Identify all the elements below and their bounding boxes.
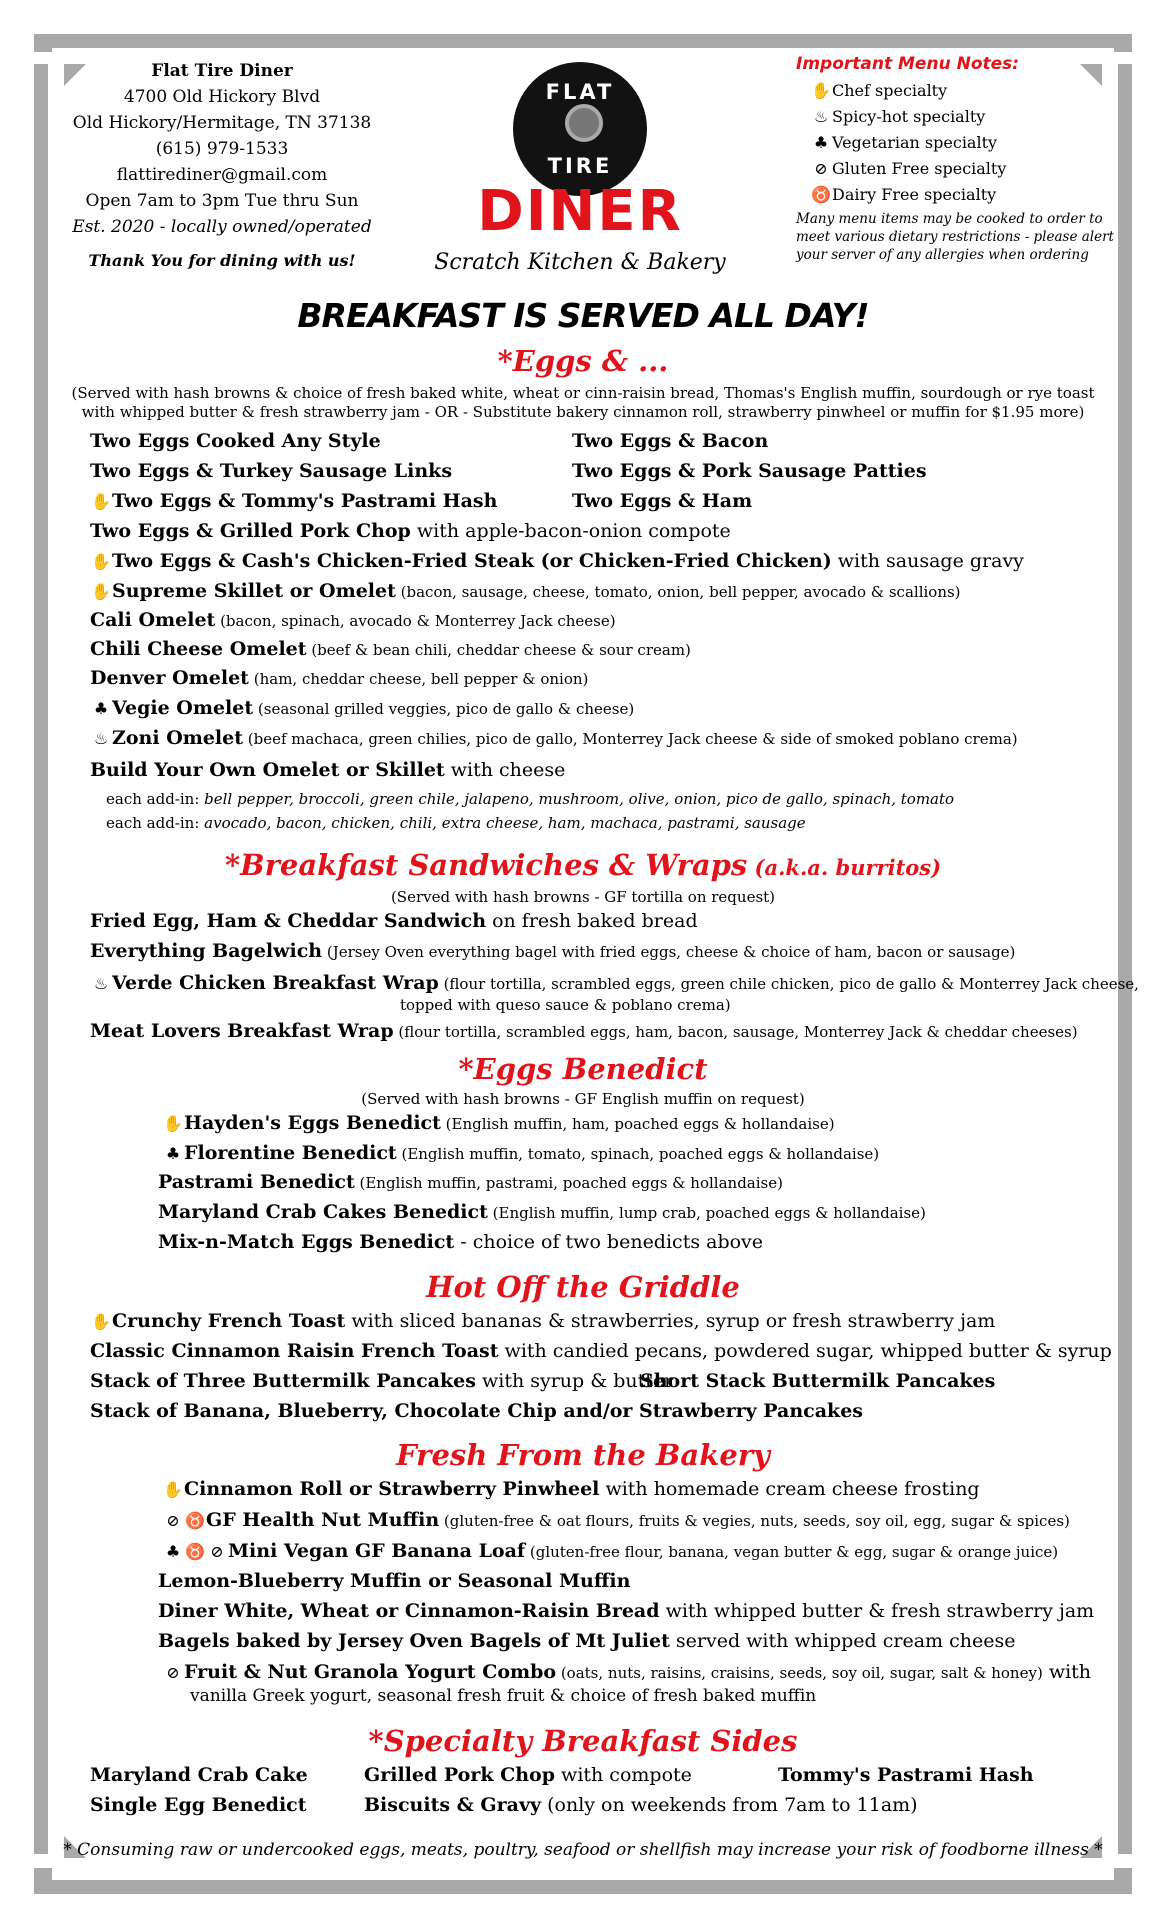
item-name: Everything Bagelwich bbox=[90, 940, 323, 962]
item-desc: with homemade cream cheese frosting bbox=[599, 1478, 980, 1500]
item-desc: with candied pecans, powdered sugar, whipped butter & syrup bbox=[498, 1340, 1112, 1362]
menu-item bbox=[90, 759, 565, 781]
gluten-free-icon: ⊘ bbox=[166, 1663, 180, 1682]
item-name: Cali Omelet bbox=[90, 609, 216, 631]
item-desc: (ham, cheddar cheese, bell pepper & onion) bbox=[248, 670, 589, 688]
item-desc: (flour tortilla, scrambled eggs, green chile chicken, pico de gallo & Monterrey Jack cheese, bbox=[438, 975, 1139, 993]
item-name: Crunchy French Toast bbox=[112, 1310, 346, 1332]
chef-hand-icon: ✋ bbox=[91, 492, 111, 511]
thank-you-note: Thank You for dining with us! bbox=[88, 251, 356, 270]
menu-item bbox=[90, 972, 1139, 994]
item-name: Zoni Omelet bbox=[112, 727, 244, 749]
breakfast-banner: BREAKFAST IS SERVED ALL DAY! bbox=[297, 296, 869, 335]
menu-item bbox=[162, 1509, 1070, 1531]
menu-item bbox=[158, 1570, 630, 1592]
item-name: Biscuits & Gravy bbox=[364, 1794, 542, 1816]
eggs-note: (Served with hash browns & choice of fresh baked white, wheat or cinn-raisin bread, Thomas's English muffin, sourdough or rye toast with whipped butter & fresh strawberry jam - OR - Substitute bakery cinnamon roll, strawberry pinwheel or muffin for $1.95 more) bbox=[71, 384, 1095, 421]
menu-item bbox=[162, 1540, 1058, 1562]
chef-hand-icon: ✋ bbox=[163, 1480, 183, 1499]
vegetarian-sprout-icon: ♣ bbox=[813, 133, 829, 152]
opening-hours: Open 7am to 3pm Tue thru Sun bbox=[85, 191, 359, 211]
item-desc: served with whipped cream cheese bbox=[669, 1630, 1016, 1652]
chef-hand-icon: ✋ bbox=[91, 552, 111, 571]
item-name: Cinnamon Roll or Strawberry Pinwheel bbox=[184, 1478, 600, 1500]
menu-item bbox=[162, 1478, 980, 1500]
item-name: Two Eggs & Bacon bbox=[572, 430, 769, 452]
legend-label: Spicy-hot specialty bbox=[832, 107, 986, 126]
vegetarian-sprout-icon: ♣ bbox=[93, 699, 109, 718]
menu-item bbox=[90, 727, 1018, 749]
side-item bbox=[364, 1794, 918, 1816]
item-desc: with sausage gravy bbox=[831, 550, 1024, 572]
gluten-free-icon: ⊘ bbox=[210, 1542, 224, 1561]
section-title-bakery: Fresh From the Bakery bbox=[396, 1438, 770, 1472]
menu-item bbox=[90, 490, 497, 512]
item-name: Bagels baked by Jersey Oven Bagels of Mt Juliet bbox=[158, 1630, 670, 1652]
legend-label: Vegetarian specialty bbox=[832, 133, 998, 152]
corner-bottom-left bbox=[34, 1868, 52, 1886]
menu-item bbox=[158, 1201, 926, 1223]
item-name: Two Eggs & Pork Sausage Patties bbox=[572, 460, 927, 482]
item-desc: with syrup & butter bbox=[475, 1370, 674, 1392]
chef-hand-icon: ✋ bbox=[811, 81, 831, 100]
section-title-sides: *Specialty Breakfast Sides bbox=[368, 1724, 798, 1758]
item-name: Mix-n-Match Eggs Benedict bbox=[158, 1231, 455, 1253]
item-desc: on fresh baked bread bbox=[486, 910, 698, 932]
spicy-pan-icon: ♨ bbox=[93, 974, 109, 993]
item-name: Verde Chicken Breakfast Wrap bbox=[112, 972, 439, 994]
legend-label: Dairy Free specialty bbox=[832, 185, 997, 204]
item-name: Maryland Crab Cake bbox=[90, 1764, 308, 1786]
legend-spicy bbox=[810, 104, 1122, 130]
menu-item bbox=[90, 580, 961, 602]
addin-line-2 bbox=[106, 814, 806, 832]
item-name: Hayden's Eggs Benedict bbox=[184, 1112, 441, 1134]
dairy-free-cow-icon: ♉ bbox=[811, 185, 831, 204]
tire-hub-icon bbox=[565, 104, 603, 142]
item-name: Classic Cinnamon Raisin French Toast bbox=[90, 1340, 499, 1362]
menu-item bbox=[90, 638, 691, 660]
menu-notes-title: Important Menu Notes: bbox=[796, 54, 1020, 74]
item-name: Two Eggs & Tommy's Pastrami Hash bbox=[112, 490, 498, 512]
section-title-aside: (a.k.a. burritos) bbox=[747, 855, 942, 880]
spicy-pan-icon: ♨ bbox=[813, 107, 829, 126]
item-desc: (English muffin, lump crab, poached eggs & hollandaise) bbox=[487, 1204, 926, 1222]
item-name: Lemon-Blueberry Muffin or Seasonal Muffin bbox=[158, 1570, 631, 1592]
logo-word-flat: FLAT bbox=[545, 80, 615, 104]
item-desc: (gluten-free & oat flours, fruits & vegies, nuts, seeds, soy oil, egg, sugar & spices) bbox=[439, 1512, 1070, 1530]
item-name: Short Stack Buttermilk Pancakes bbox=[640, 1370, 996, 1392]
menu-item bbox=[90, 550, 1024, 572]
spicy-pan-icon: ♨ bbox=[93, 729, 109, 748]
menu-item bbox=[572, 430, 768, 452]
item-desc: with sliced bananas & strawberries, syrup or fresh strawberry jam bbox=[345, 1310, 996, 1332]
item-name: Two Eggs & Grilled Pork Chop bbox=[90, 520, 411, 542]
item-desc: (beef & bean chili, cheddar cheese & sour cream) bbox=[306, 641, 691, 659]
legend-gluten-free bbox=[810, 156, 1122, 182]
menu-item bbox=[162, 1142, 879, 1164]
restaurant-name: Flat Tire Diner bbox=[151, 61, 293, 81]
menu-item bbox=[90, 1020, 1078, 1042]
item-name: Meat Lovers Breakfast Wrap bbox=[90, 1020, 394, 1042]
item-name: Two Eggs & Cash's Chicken-Fried Steak (or Chicken-Fried Chicken) bbox=[112, 550, 832, 572]
addin-list: bell pepper, broccoli, green chile, jalapeno, mushroom, olive, onion, pico de gallo, spinach, tomato bbox=[204, 790, 955, 808]
menu-item bbox=[158, 1171, 783, 1193]
item-name: Two Eggs & Ham bbox=[572, 490, 753, 512]
menu-item bbox=[90, 697, 634, 719]
frame-bottom-bar bbox=[34, 1880, 1132, 1894]
section-title-sandwiches bbox=[0, 848, 1166, 882]
item-desc: with apple-bacon-onion compote bbox=[410, 520, 731, 542]
item-name: Denver Omelet bbox=[90, 667, 249, 689]
item-name: Supreme Skillet or Omelet bbox=[112, 580, 396, 602]
item-name: Pastrami Benedict bbox=[158, 1171, 355, 1193]
item-name: Diner White, Wheat or Cinnamon-Raisin Bread bbox=[158, 1600, 660, 1622]
logo-tagline: Scratch Kitchen & Bakery bbox=[434, 250, 726, 275]
legend-chef bbox=[810, 78, 1122, 104]
menu-item bbox=[90, 1310, 995, 1332]
item-desc: with compote bbox=[555, 1764, 692, 1786]
item-name: Mini Vegan GF Banana Loaf bbox=[228, 1540, 526, 1562]
menu-item bbox=[90, 940, 1015, 962]
menu-item bbox=[90, 910, 698, 932]
corner-top-right bbox=[1114, 34, 1132, 52]
menu-item bbox=[90, 1400, 863, 1422]
corner-bottom-right bbox=[1114, 1868, 1132, 1886]
menu-item bbox=[572, 490, 752, 512]
menu-item bbox=[90, 1340, 1112, 1362]
addin-line-1 bbox=[106, 790, 954, 808]
menu-item bbox=[90, 430, 381, 452]
item-name: Single Egg Benedict bbox=[90, 1794, 307, 1816]
item-desc: (seasonal grilled veggies, pico de gallo & cheese) bbox=[253, 700, 635, 718]
restaurant-info bbox=[72, 58, 372, 274]
gluten-free-icon: ⊘ bbox=[814, 159, 828, 178]
menu-item bbox=[572, 460, 927, 482]
addin-label: each add-in: bbox=[106, 814, 205, 832]
item-name: Chili Cheese Omelet bbox=[90, 638, 307, 660]
addin-list: avocado, bacon, chicken, chili, extra cheese, ham, machaca, pastrami, sausage bbox=[204, 814, 806, 832]
item-desc: (flour tortilla, scrambled eggs, ham, bacon, sausage, Monterrey Jack & cheddar cheeses) bbox=[393, 1023, 1078, 1041]
item-name: Two Eggs Cooked Any Style bbox=[90, 430, 381, 452]
allergy-disclaimer: Many menu items may be cooked to order to meet various dietary restrictions - please alert your server of any allergies when ordering bbox=[796, 211, 1114, 263]
section-title-griddle: Hot Off the Griddle bbox=[426, 1270, 740, 1304]
item-desc: (gluten-free flour, banana, vegan butter & egg, sugar & orange juice) bbox=[525, 1543, 1059, 1561]
side-item bbox=[364, 1764, 692, 1786]
item-desc-continued: topped with queso sauce & poblano crema) bbox=[400, 996, 731, 1014]
corner-top-left bbox=[34, 34, 52, 52]
logo-word-tire: TIRE bbox=[547, 154, 613, 178]
legend-vegetarian bbox=[810, 130, 1122, 156]
item-desc: with cheese bbox=[444, 759, 566, 781]
item-desc: (English muffin, ham, poached eggs & hollandaise) bbox=[440, 1115, 835, 1133]
side-item bbox=[90, 1764, 308, 1786]
logo-word-diner: DINER bbox=[477, 179, 683, 244]
menu-item bbox=[640, 1370, 995, 1392]
legend-dairy-free bbox=[810, 182, 1122, 208]
item-name: Fried Egg, Ham & Cheddar Sandwich bbox=[90, 910, 487, 932]
chef-hand-icon: ✋ bbox=[91, 582, 111, 601]
menu-item bbox=[158, 1231, 763, 1253]
menu-notes bbox=[796, 54, 1122, 264]
item-name: Florentine Benedict bbox=[184, 1142, 397, 1164]
item-name: Stack of Three Buttermilk Pancakes bbox=[90, 1370, 476, 1392]
vegetarian-sprout-icon: ♣ bbox=[165, 1542, 181, 1561]
menu-item bbox=[162, 1112, 835, 1134]
section-title-eggs: *Eggs & ... bbox=[497, 344, 669, 378]
sandwiches-note: (Served with hash browns - GF tortilla on request) bbox=[390, 888, 776, 906]
gluten-free-icon: ⊘ bbox=[166, 1511, 180, 1530]
vegetarian-sprout-icon: ♣ bbox=[165, 1144, 181, 1163]
food-safety-footer: * Consuming raw or undercooked eggs, meats, poultry, seafood or shellfish may increase your risk of foodborne illness * bbox=[63, 1840, 1103, 1860]
item-desc: (only on weekends from 7am to 11am) bbox=[541, 1794, 918, 1816]
item-desc: - choice of two benedicts above bbox=[454, 1231, 764, 1253]
dairy-free-cow-icon: ♉ bbox=[185, 1542, 205, 1561]
item-desc: with bbox=[1042, 1661, 1092, 1683]
frame-top-bar bbox=[34, 34, 1132, 48]
item-name: Grilled Pork Chop bbox=[364, 1764, 556, 1786]
side-item bbox=[778, 1764, 1034, 1786]
legend-label: Chef specialty bbox=[832, 81, 948, 100]
address-line-2: Old Hickory/Hermitage, TN 37138 bbox=[72, 113, 372, 133]
item-desc: (English muffin, tomato, spinach, poached eggs & hollandaise) bbox=[396, 1145, 880, 1163]
established-note: Est. 2020 - locally owned/operated bbox=[72, 217, 372, 237]
menu-item bbox=[90, 1370, 673, 1392]
menu-item bbox=[162, 1661, 1091, 1683]
address-line-1: 4700 Old Hickory Blvd bbox=[123, 87, 321, 107]
item-name: Stack of Banana, Blueberry, Chocolate Chip and/or Strawberry Pancakes bbox=[90, 1400, 864, 1422]
side-item bbox=[90, 1794, 307, 1816]
addin-label: each add-in: bbox=[106, 790, 205, 808]
item-desc: (English muffin, pastrami, poached eggs & hollandaise) bbox=[354, 1174, 783, 1192]
item-name: Two Eggs & Turkey Sausage Links bbox=[90, 460, 453, 482]
menu-item bbox=[90, 460, 452, 482]
item-name: Maryland Crab Cakes Benedict bbox=[158, 1201, 488, 1223]
item-name: Fruit & Nut Granola Yogurt Combo bbox=[184, 1661, 557, 1683]
phone-number: (615) 979-1533 bbox=[155, 139, 289, 159]
item-desc: (oats, nuts, raisins, craisins, seeds, soy oil, sugar, salt & honey) bbox=[556, 1664, 1043, 1682]
chef-hand-icon: ✋ bbox=[91, 1312, 111, 1331]
item-desc-continued: vanilla Greek yogurt, seasonal fresh fruit & choice of fresh baked muffin bbox=[190, 1686, 817, 1706]
item-desc: (bacon, spinach, avocado & Monterrey Jack cheese) bbox=[215, 612, 616, 630]
item-name: GF Health Nut Muffin bbox=[206, 1509, 440, 1531]
section-title-benedict: *Eggs Benedict bbox=[458, 1052, 708, 1086]
item-desc: (bacon, sausage, cheese, tomato, onion, bell pepper, avocado & scallions) bbox=[395, 583, 961, 601]
item-name: Build Your Own Omelet or Skillet bbox=[90, 759, 445, 781]
menu-item bbox=[158, 1600, 1094, 1622]
item-name: Vegie Omelet bbox=[112, 697, 254, 719]
benedict-note: (Served with hash browns - GF English muffin on request) bbox=[361, 1090, 805, 1108]
menu-item bbox=[158, 1630, 1015, 1652]
dairy-free-cow-icon: ♉ bbox=[185, 1511, 205, 1530]
menu-item bbox=[90, 667, 588, 689]
item-desc: (beef machaca, green chilies, pico de gallo, Monterrey Jack cheese & side of smoked poblano crema) bbox=[243, 730, 1018, 748]
item-desc: with whipped butter & fresh strawberry jam bbox=[659, 1600, 1095, 1622]
menu-item bbox=[90, 520, 731, 542]
email-address: flattirediner@gmail.com bbox=[116, 165, 328, 185]
diner-logo bbox=[430, 56, 730, 276]
chef-hand-icon: ✋ bbox=[163, 1114, 183, 1133]
legend-label: Gluten Free specialty bbox=[832, 159, 1007, 178]
item-desc: (Jersey Oven everything bagel with fried eggs, cheese & choice of ham, bacon or sausage) bbox=[322, 943, 1016, 961]
menu-item bbox=[90, 609, 616, 631]
section-title-main: *Breakfast Sandwiches & Wraps bbox=[224, 848, 748, 882]
item-name: Tommy's Pastrami Hash bbox=[778, 1764, 1034, 1786]
